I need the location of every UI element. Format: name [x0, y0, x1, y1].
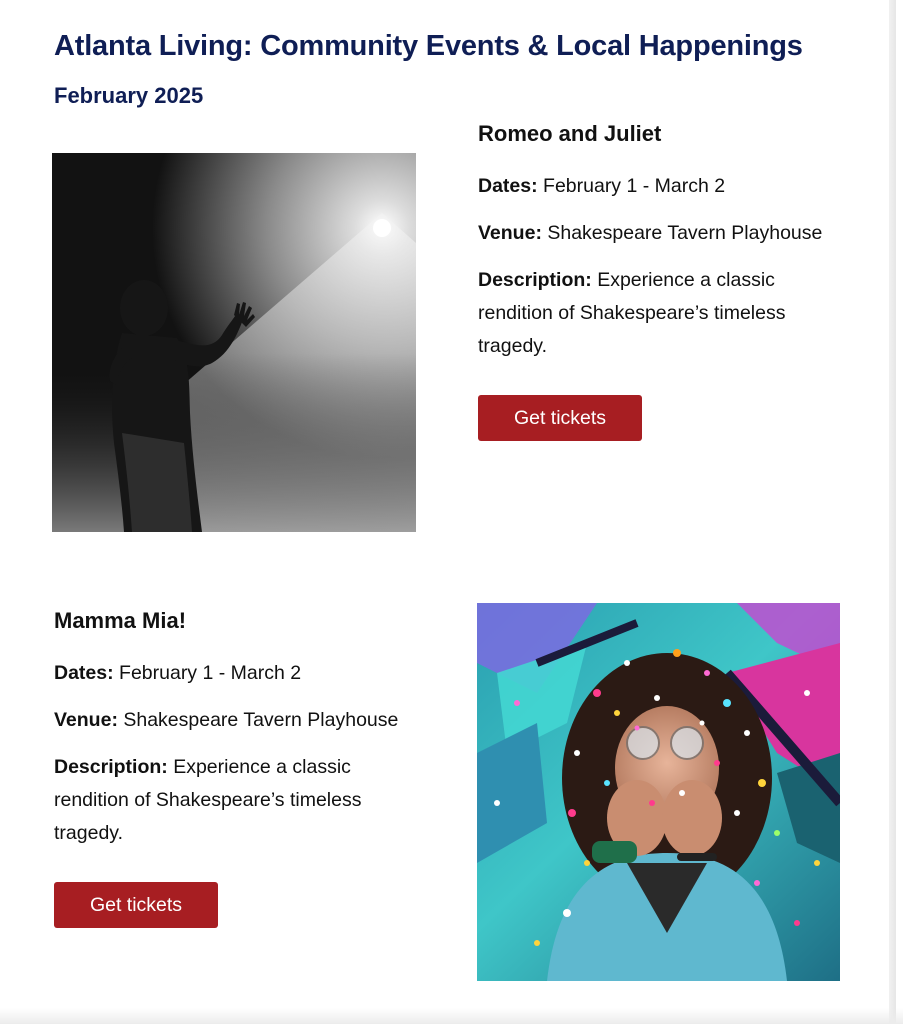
event-dates [54, 657, 424, 690]
event-dates [478, 170, 848, 203]
dates-label: Dates: [54, 662, 114, 684]
dates-value: February 1 - March 2 [543, 175, 726, 197]
event-description [478, 264, 848, 363]
event-title: Romeo and Juliet [478, 121, 662, 146]
page-subtitle: February 2025 [54, 83, 204, 108]
dates-value: February 1 - March 2 [119, 662, 302, 684]
description-label: Description: [54, 756, 168, 778]
venue-label: Venue: [478, 222, 542, 244]
venue-label: Venue: [54, 709, 118, 731]
event-image-spotlight-performer [52, 153, 416, 532]
description-label: Description: [478, 269, 592, 291]
description-value: Experience a classic rendition of Shakespeare’s timeless tragedy. [54, 756, 362, 844]
bottom-shadow [0, 1008, 903, 1024]
get-tickets-button[interactable]: Get tickets [478, 395, 642, 441]
event-details-mamma-mia [54, 607, 424, 928]
page-title: Atlanta Living: Community Events & Local Happenings [54, 30, 803, 62]
event-description [54, 751, 424, 850]
get-tickets-button[interactable]: Get tickets [54, 882, 218, 928]
event-title: Mamma Mia! [54, 608, 187, 633]
event-venue [478, 217, 848, 250]
event-image-confetti-woman [477, 603, 840, 981]
event-details-romeo-and-juliet [478, 120, 848, 441]
event-venue [54, 704, 424, 737]
description-value: Experience a classic rendition of Shakespeare’s timeless tragedy. [478, 269, 786, 357]
venue-value: Shakespeare Tavern Playhouse [123, 709, 399, 731]
dates-label: Dates: [478, 175, 538, 197]
page-edge [889, 0, 896, 1024]
venue-value: Shakespeare Tavern Playhouse [547, 222, 823, 244]
